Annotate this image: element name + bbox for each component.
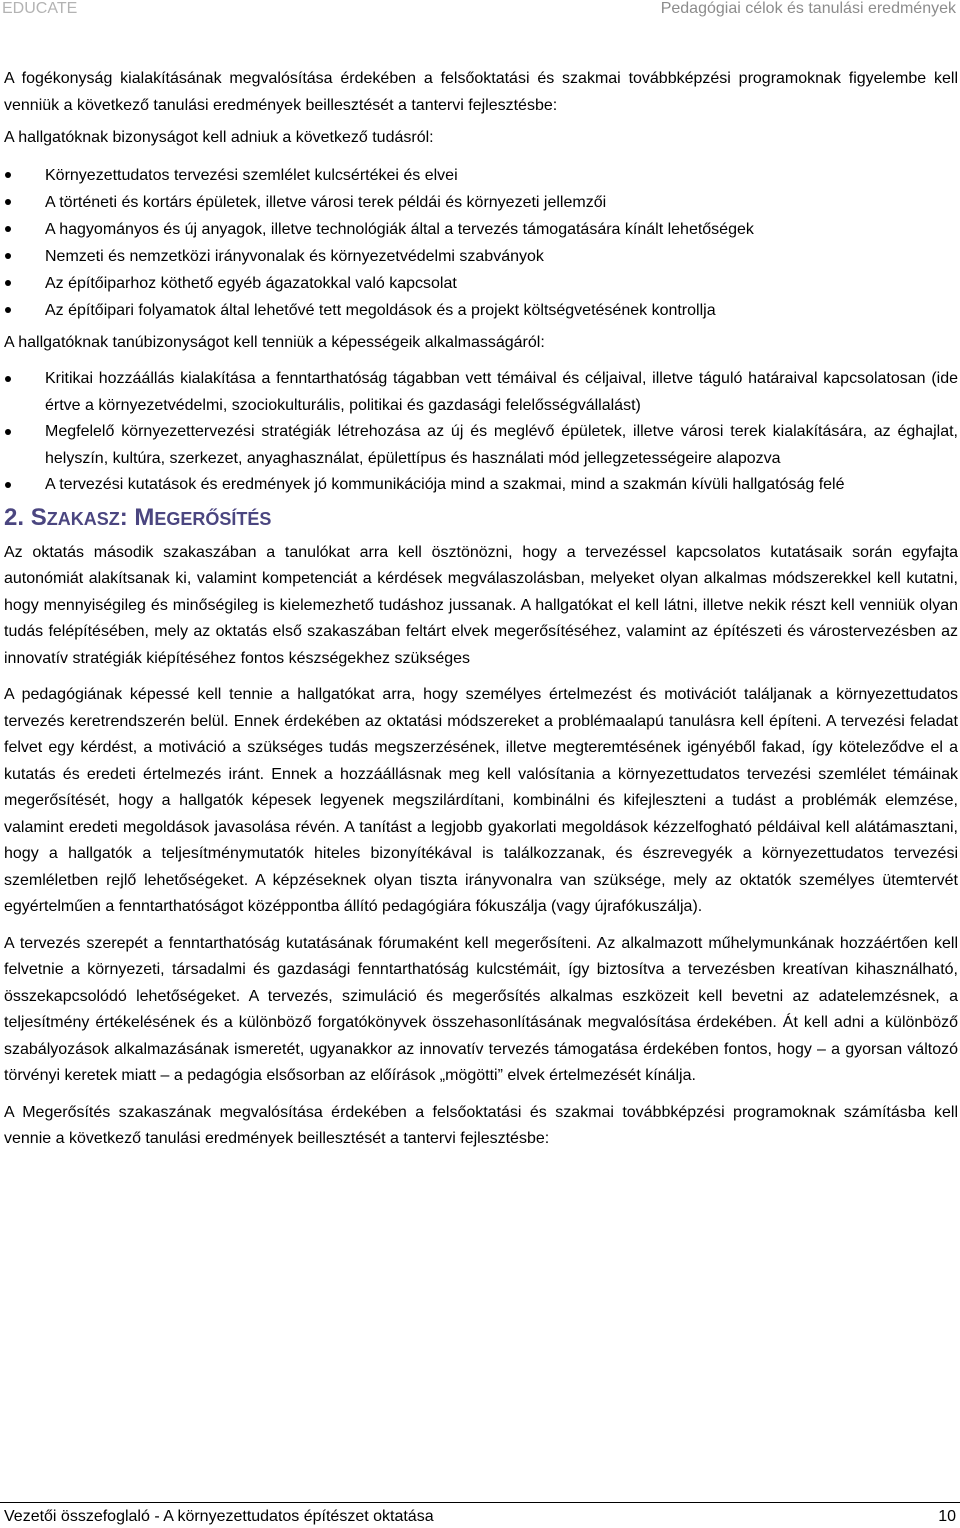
bullet-icon — [5, 376, 11, 382]
body-paragraph: A Megerősítés szakaszának megvalósítása érdekében a felsőoktatási és szakmai továbbképzési programoknak számításba kell vennie a következő tanulási eredmények beillesztését a tantervi fejlesztésbe: — [4, 1103, 958, 1147]
bullet-icon — [5, 226, 11, 232]
list-item: A tervezési kutatások és eredmények jó kommunikációja mind a szakmai, mind a szakmán kívüli hallgatóság felé — [4, 472, 958, 499]
body-paragraph: A tervezés szerepét a fenntarthatóság kutatásának fórumaként kell megerősíteni. Az alkalmazott műhelymunkának hozzáértően kell felvetnie a környezeti, társadalmi és gazdasági fenntarthatóság kulcstémáit, így biztosítva a tervezésben kreatívan kihasználható, összekapcsolódó lehetőségeket. A tervezés, szimuláció és megerősítés alkalmas eszközeit kell bevetni az adatelemzésnek, a teljesítmény értékelésének és a különböző forgatókönyvek összehasonlításának megvalósítása érdekében. Át kell adni a különböző szabályozások alkalmazásának ismeretét, ugyanakkor az innovatív tervezés támogatása érdekében fontos, hogy – a gyorsan változó törvényi keretek miatt – a pedagógia elsősorban az előírások „mögötti” elvek értelmezését kínálja. — [4, 934, 958, 1084]
bullet-icon — [5, 429, 11, 435]
bullet-icon — [5, 253, 11, 259]
knowledge-lead: A hallgatóknak bizonyságot kell adniuk a következő tudásról: — [4, 129, 434, 146]
page-footer — [0, 1502, 960, 1528]
list-item: A történeti és kortárs épületek, illetve városi terek példái és környezeti jellemzői — [4, 189, 958, 216]
page-header — [0, 0, 960, 22]
bullet-icon — [5, 307, 11, 313]
list-item: Megfelelő környezettervezési stratégiák létrehozása az új és meglévő épületek, illetve városi terek kialakítására, az éghajlat, helyszín, kultúra, szerkezet, anyaghasználat, épülettípus és használati mód jellegzetességeire alapozva — [4, 419, 958, 472]
footer-document-title: Vezetői összefoglaló - A környezettudatos építészet oktatása — [4, 1508, 434, 1525]
list-item: Az építőipari folyamatok által lehetővé tett megoldások és a projekt költségvetésének kontrollja — [4, 297, 958, 324]
list-item: Környezettudatos tervezési szemlélet kulcsértékei és elvei — [4, 162, 958, 189]
header-chapter-title: Pedagógiai célok és tanulási eredmények — [660, 0, 956, 17]
list-item: A hagyományos és új anyagok, illetve technológiák által a tervezés támogatására kínált lehetőségek — [4, 216, 958, 243]
bullet-icon — [5, 482, 11, 488]
skills-lead: A hallgatóknak tanúbizonyságot kell tenniük a képességeik alkalmasságáról: — [4, 333, 545, 351]
intro-paragraph: A fogékonyság kialakításának megvalósítása érdekében a felsőoktatási és szakmai továbbképzési programoknak figyelembe kell venniük a következő tanulási eredmények beillesztését a tantervi fejlesztésbe: — [4, 70, 958, 114]
page-number: 10 — [938, 1508, 956, 1525]
bullet-icon — [5, 199, 11, 205]
list-item: Kritikai hozzáállás kialakítása a fenntarthatóság tágabban vett témáival és céljaival, illetve táguló határaival kapcsolatosan (ide értve a környezetvédelmi, szociokulturális, politikai és gazdasági felelősségvállalást) — [4, 366, 958, 419]
list-item: Nemzeti és nemzetközi irányvonalak és környezetvédelmi szabványok — [4, 243, 958, 270]
bullet-icon — [5, 280, 11, 286]
list-item: Az építőiparhoz köthető egyéb ágazatokkal való kapcsolat — [4, 270, 958, 297]
skills-list — [4, 366, 958, 499]
bullet-icon — [5, 172, 11, 178]
body-paragraph: A pedagógiának képessé kell tennie a hallgatókat arra, hogy személyes értelmezést és motivációt találjanak a környezettudatos tervezés keretrendszerén belül. Ennek érdekében az oktatási módszereket a problémaalapú tanulásra kell építeni. A tervezési feladat felvet egy kérdést, a motiváció a szükséges tudás megszerzésének, illetve megteremtésének igényéből fakad, így köteleződve el a kutatás és eredeti értelmezés iránt. Ennek a hozzáállásnak meg kell valósítania a környezettudatos tervezési szemlélet témáinak megerősítését, hogy a hallgatók képesek legyenek megszilárdítani, kombinálni és kifejleszteni a tudást a problémák elemzése, valamint eredeti megoldások javasolása révén. A tanítást a legjobb gyakorlati megoldások kézzelfogható példáival kell alátámasztani, hogy a hallgatók a teljesítménymutatók hiteles bizonyítékával is találkozzanak, és észrevegyék a környezettudatos tervezési szemléletben rejlő lehetőségeket. A képzéseknek olyan tiszta irányvonalra van szüksége, mely az oktatók személyes ütemtervét egyértelműen a fenntarthatóságot középpontba állító pedagógiára fókuszálja (vagy újrafókuszálja). — [4, 686, 958, 915]
page-content — [4, 66, 958, 1153]
knowledge-list — [4, 162, 958, 324]
section-heading: 2. SZAKASZ: MEGERŐSÍTÉS — [4, 503, 272, 531]
header-brand: EDUCATE — [2, 0, 78, 17]
body-paragraph: Az oktatás második szakaszában a tanulókat arra kell ösztönözni, hogy a tervezéssel kapcsolatos kutatásaik során egyfajta autonómiát alakítsanak ki, valamint kompetenciát a kérdések megválaszolásban, melyeket olyan alkalmas módszerekkel kell kutatni, hogy mennyiségileg és minőségileg is kielemezhető tudáshoz jussanak. A hallgatókat el kell látni, illetve nekik részt kell venniük olyan tudás felépítésében, mely az oktatás első szakaszában feltárt elvek megerősítéséhez, valamint az építészeti és várostervezésben az innovatív stratégiák kiépítéséhez fontos készségekhez szükséges — [4, 543, 958, 667]
